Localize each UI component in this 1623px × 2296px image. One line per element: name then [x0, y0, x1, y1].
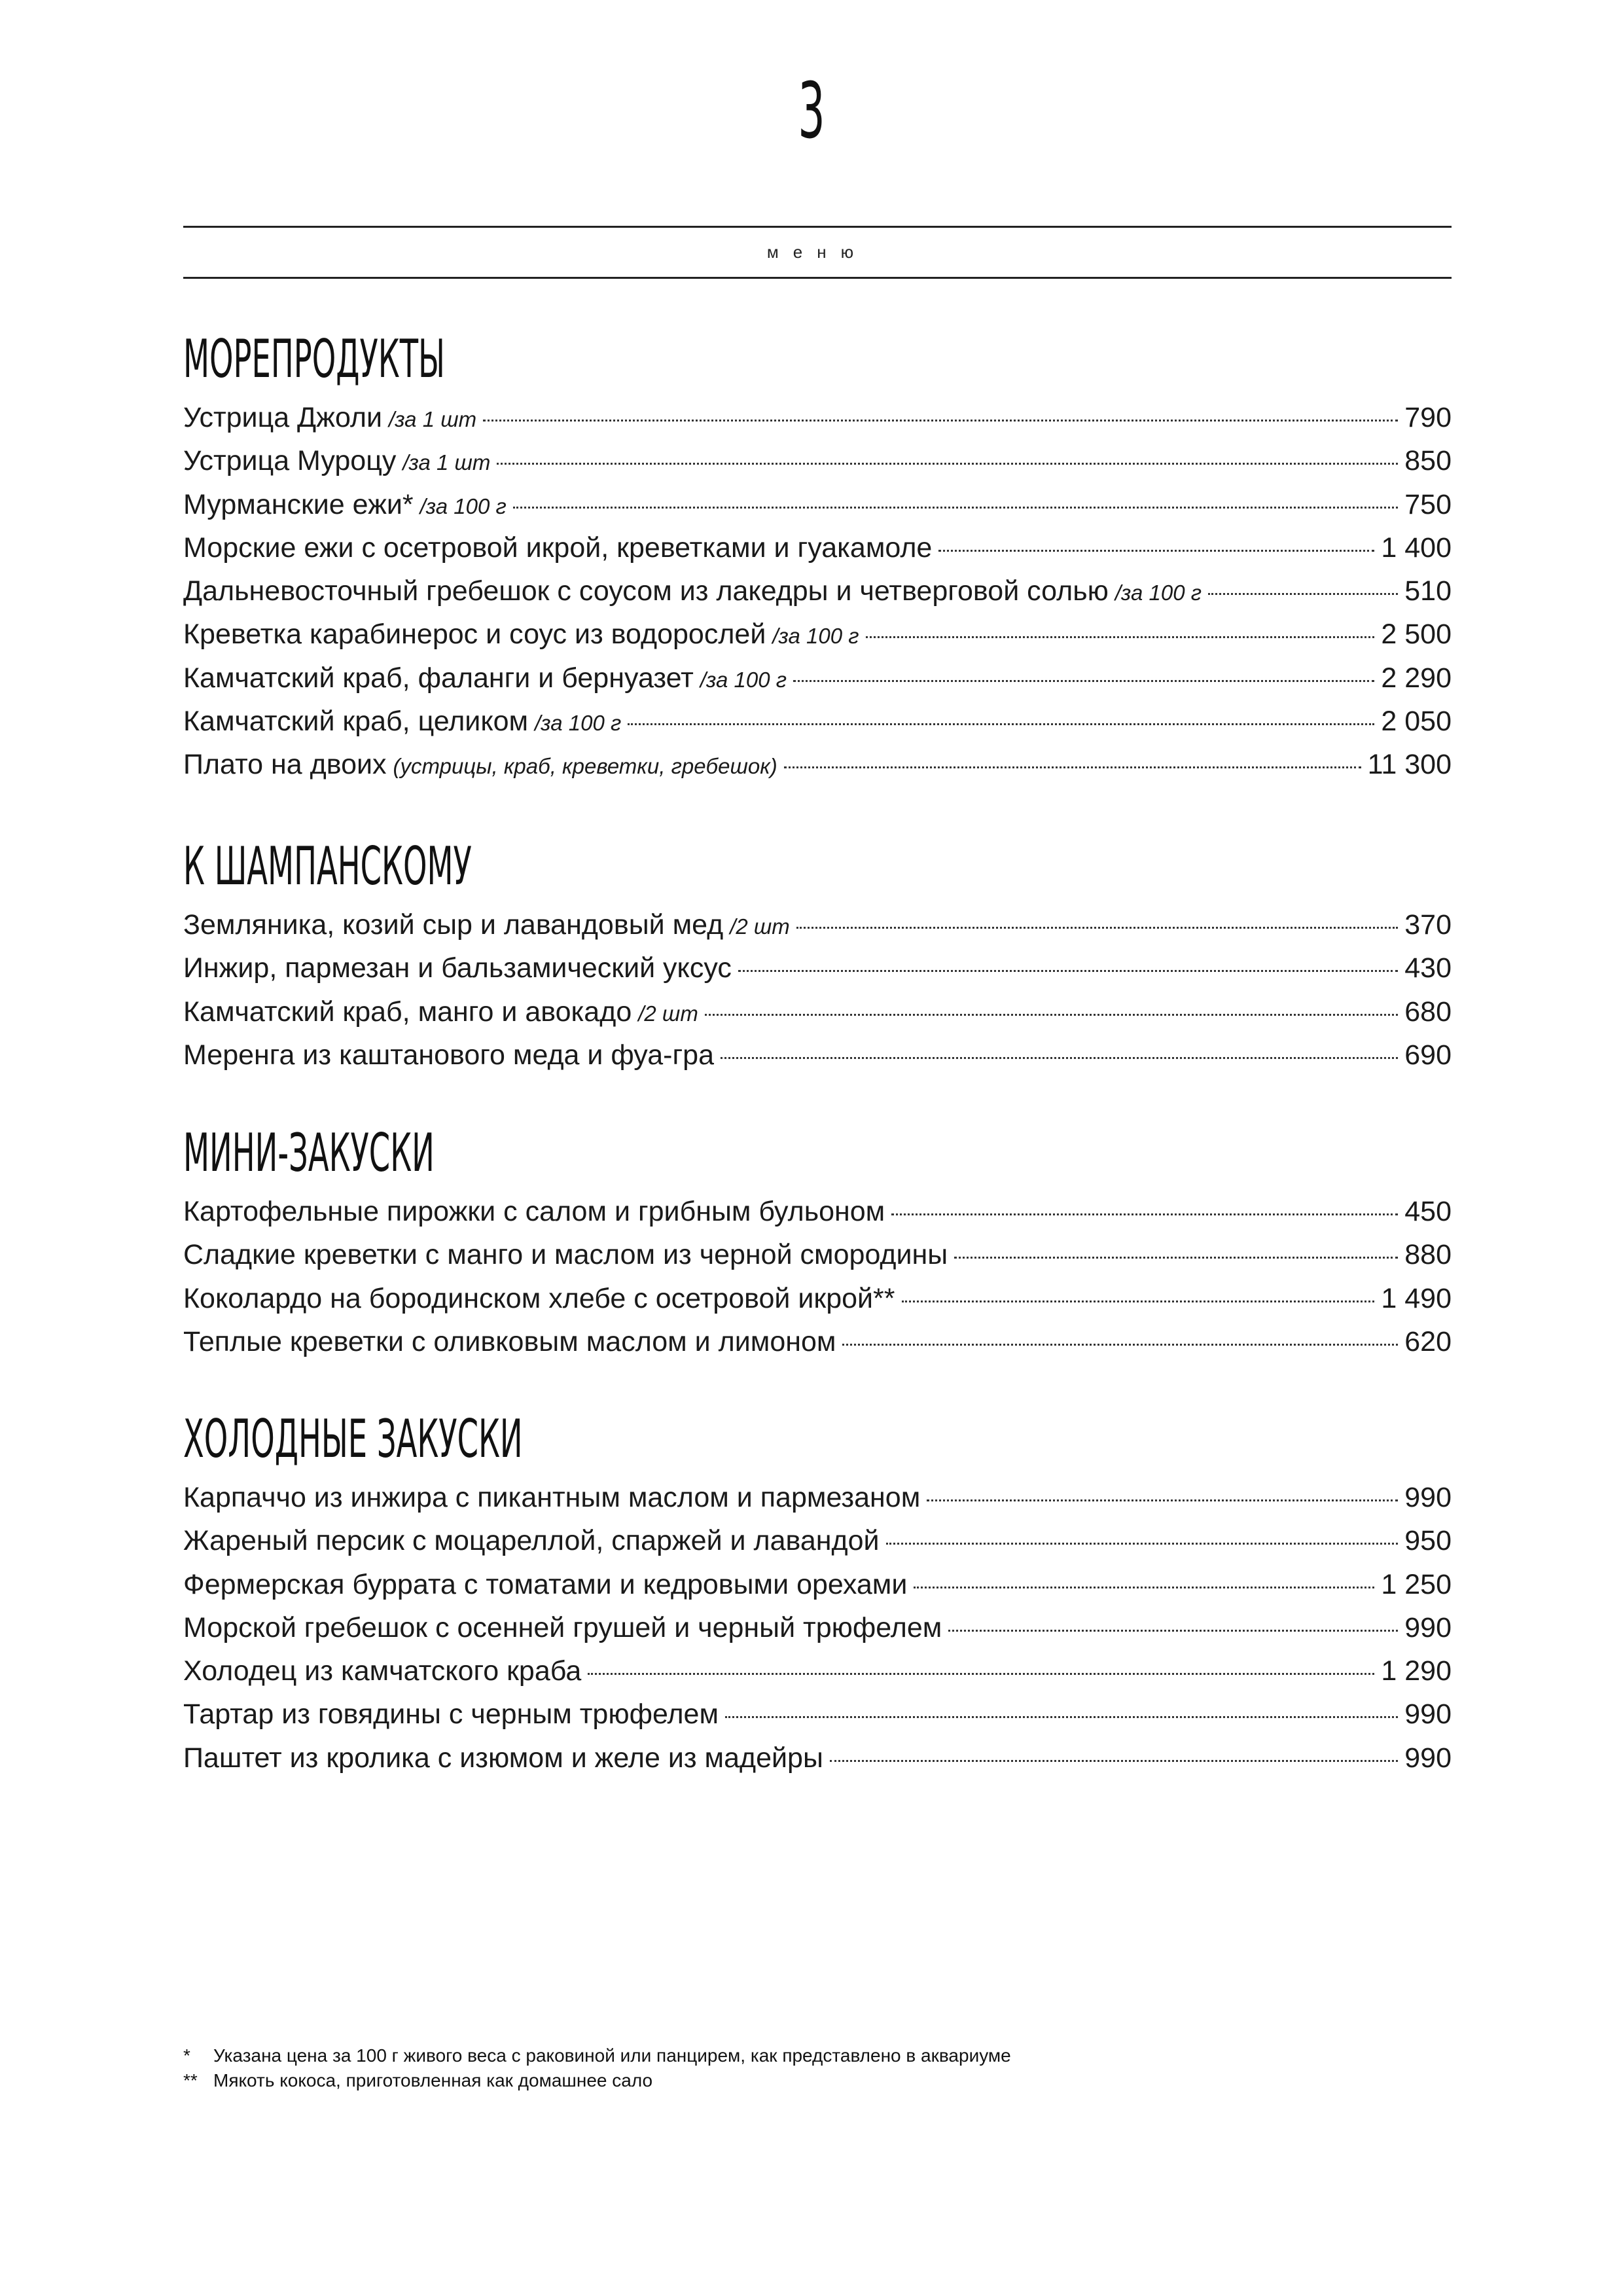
dot-leader [738, 970, 1398, 972]
header-rule-top [183, 226, 1452, 228]
section-mini-snacks [183, 1105, 1452, 1363]
menu-item [183, 903, 1452, 946]
item-price: 880 [1404, 1239, 1452, 1271]
item-price: 1 400 [1381, 531, 1452, 564]
item-name: Камчатский краб, манго и авокадо [183, 996, 632, 1028]
item-name: Мурманские ежи* [183, 488, 414, 520]
dot-leader [628, 723, 1374, 725]
item-name: Морской гребешок с осенней грушей и черный трюфелем [183, 1611, 942, 1643]
dot-leader [948, 1630, 1398, 1632]
menu-item [183, 613, 1452, 656]
menu-item [183, 1190, 1452, 1233]
dot-leader [725, 1716, 1398, 1718]
dot-leader [954, 1257, 1398, 1259]
item-name: Картофельные пирожки с салом и грибным бульоном [183, 1196, 885, 1227]
menu-item [183, 1320, 1452, 1363]
item-name: Коколардо на бородинском хлебе с осетровой икрой** [183, 1282, 895, 1314]
menu-item [183, 569, 1452, 613]
footnote-text: Указана цена за 100 г живого веса с раковиной или панцирем, как представлено в аквариуме [213, 2045, 1011, 2066]
restaurant-logo: 3 [798, 65, 825, 156]
section-title: К ШАМПАНСКОМУ [183, 836, 472, 897]
item-price: 990 [1404, 1482, 1452, 1513]
item-price: 11 300 [1367, 749, 1452, 781]
footnote [183, 2068, 1452, 2093]
item-price: 2 050 [1381, 706, 1452, 738]
item-name: Фермерская буррата с томатами и кедровыми орехами [183, 1568, 908, 1600]
item-price: 950 [1404, 1525, 1452, 1557]
menu-items [183, 903, 1452, 1077]
dot-leader [886, 1543, 1399, 1545]
menu-item [183, 1736, 1452, 1780]
menu-item [183, 1233, 1452, 1276]
footnote-mark: ** [183, 2070, 198, 2090]
item-price: 750 [1404, 488, 1452, 520]
item-name: Карпаччо из инжира с пикантным маслом и пармезаном [183, 1482, 921, 1513]
item-price: 790 [1404, 402, 1452, 433]
dot-leader [830, 1760, 1398, 1762]
menu-item [183, 1606, 1452, 1649]
item-price: 680 [1404, 996, 1452, 1028]
item-name: Тартар из говядины с черным трюфелем [183, 1698, 719, 1731]
item-name: Устрица Муроцу [183, 445, 397, 477]
item-price: 990 [1404, 1698, 1452, 1731]
item-price: 620 [1404, 1325, 1452, 1357]
menu-label: меню [766, 242, 868, 262]
item-price: 2 290 [1381, 662, 1452, 694]
section-seafood [183, 311, 1452, 787]
item-name: Холодец из камчатского краба [183, 1655, 582, 1687]
dot-leader [866, 636, 1375, 638]
item-price: 430 [1404, 952, 1452, 984]
dot-leader [902, 1300, 1375, 1302]
section-title: МИНИ-ЗАКУСКИ [183, 1122, 435, 1183]
dot-leader [793, 680, 1374, 682]
footnotes [183, 2043, 1452, 2093]
dot-leader [796, 927, 1398, 929]
item-note: /за 1 шт [389, 407, 477, 431]
item-price: 2 500 [1381, 619, 1452, 651]
menu-item [183, 743, 1452, 786]
item-name: Сладкие креветки с манго и маслом из черной смородины [183, 1239, 948, 1271]
item-note: /за 100 г [1115, 581, 1202, 605]
item-name: Камчатский краб, целиком [183, 706, 529, 738]
item-price: 510 [1404, 575, 1452, 607]
item-note: (устрицы, краб, креветки, гребешок) [393, 754, 777, 779]
menu-item [183, 656, 1452, 700]
section-title: ХОЛОДНЫЕ ЗАКУСКИ [183, 1408, 523, 1469]
item-name: Камчатский краб, фаланги и бернуазет [183, 662, 694, 694]
dot-leader [938, 550, 1374, 552]
dot-leader [891, 1213, 1398, 1215]
item-name: Жареный персик с моцареллой, спаржей и лавандой [183, 1525, 880, 1557]
item-name: Дальневосточный гребешок с соусом из лакедры и четверговой солью [183, 575, 1109, 607]
item-note: /за 100 г [535, 711, 622, 736]
menu-item [183, 1519, 1452, 1562]
item-name: Паштет из кролика с изюмом и желе из мадейры [183, 1742, 823, 1774]
menu-item [183, 1033, 1452, 1077]
item-name: Меренга из каштанового меда и фуа-гра [183, 1039, 715, 1071]
item-name: Плато на двоих [183, 749, 387, 781]
section-champagne [183, 818, 1452, 1077]
menu-items [183, 396, 1452, 787]
dot-leader [588, 1673, 1374, 1675]
item-price: 1 490 [1381, 1282, 1452, 1314]
item-note: /2 шт [730, 914, 790, 939]
menu-items [183, 1190, 1452, 1363]
menu-item [183, 439, 1452, 482]
menu-item [183, 1693, 1452, 1736]
footnote [183, 2043, 1452, 2068]
item-price: 370 [1404, 909, 1452, 941]
item-price: 450 [1404, 1196, 1452, 1227]
menu-item [183, 700, 1452, 743]
menu-item [183, 1649, 1452, 1693]
footnote-text: Мякоть кокоса, приготовленная как домашнее сало [213, 2070, 653, 2090]
dot-leader [483, 420, 1398, 422]
dot-leader [721, 1057, 1398, 1059]
dot-leader [1208, 593, 1398, 595]
dot-leader [927, 1499, 1398, 1501]
menu-item [183, 1563, 1452, 1606]
item-name: Теплые креветки с оливковым маслом и лимоном [183, 1325, 836, 1357]
item-price: 990 [1404, 1742, 1452, 1774]
dot-leader [784, 766, 1361, 768]
dot-leader [513, 507, 1398, 509]
section-cold-appetizers [183, 1391, 1452, 1780]
item-price: 690 [1404, 1039, 1452, 1071]
menu-item [183, 396, 1452, 439]
item-name: Устрица Джоли [183, 402, 383, 433]
item-name: Инжир, пармезан и бальзамический уксус [183, 952, 732, 984]
menu-item [183, 990, 1452, 1033]
dot-leader [497, 463, 1398, 465]
item-price: 990 [1404, 1611, 1452, 1643]
item-note: /за 100 г [700, 667, 787, 692]
header-rule-bottom [183, 277, 1452, 279]
menu-item [183, 946, 1452, 990]
item-name: Морские ежи с осетровой икрой, креветками и гуакамоле [183, 531, 933, 564]
item-name: Земляника, козий сыр и лавандовый мед [183, 909, 724, 941]
section-title: МОРЕПРОДУКТЫ [183, 329, 446, 389]
footnote-mark: * [183, 2045, 190, 2066]
item-name: Креветка карабинерос и соус из водорослей [183, 619, 766, 651]
menu-item [183, 483, 1452, 526]
dot-leader [914, 1587, 1374, 1588]
item-price: 1 290 [1381, 1655, 1452, 1687]
menu-item [183, 1277, 1452, 1320]
item-price: 1 250 [1381, 1568, 1452, 1600]
item-note: /за 100 г [419, 493, 507, 518]
menu-item [183, 1476, 1452, 1519]
menu-item [183, 526, 1452, 569]
dot-leader [842, 1344, 1398, 1346]
item-note: /за 100 г [772, 624, 859, 649]
menu-items [183, 1476, 1452, 1780]
item-price: 850 [1404, 445, 1452, 477]
item-note: /2 шт [638, 1001, 698, 1026]
item-note: /за 1 шт [402, 450, 491, 475]
dot-leader [705, 1014, 1398, 1016]
